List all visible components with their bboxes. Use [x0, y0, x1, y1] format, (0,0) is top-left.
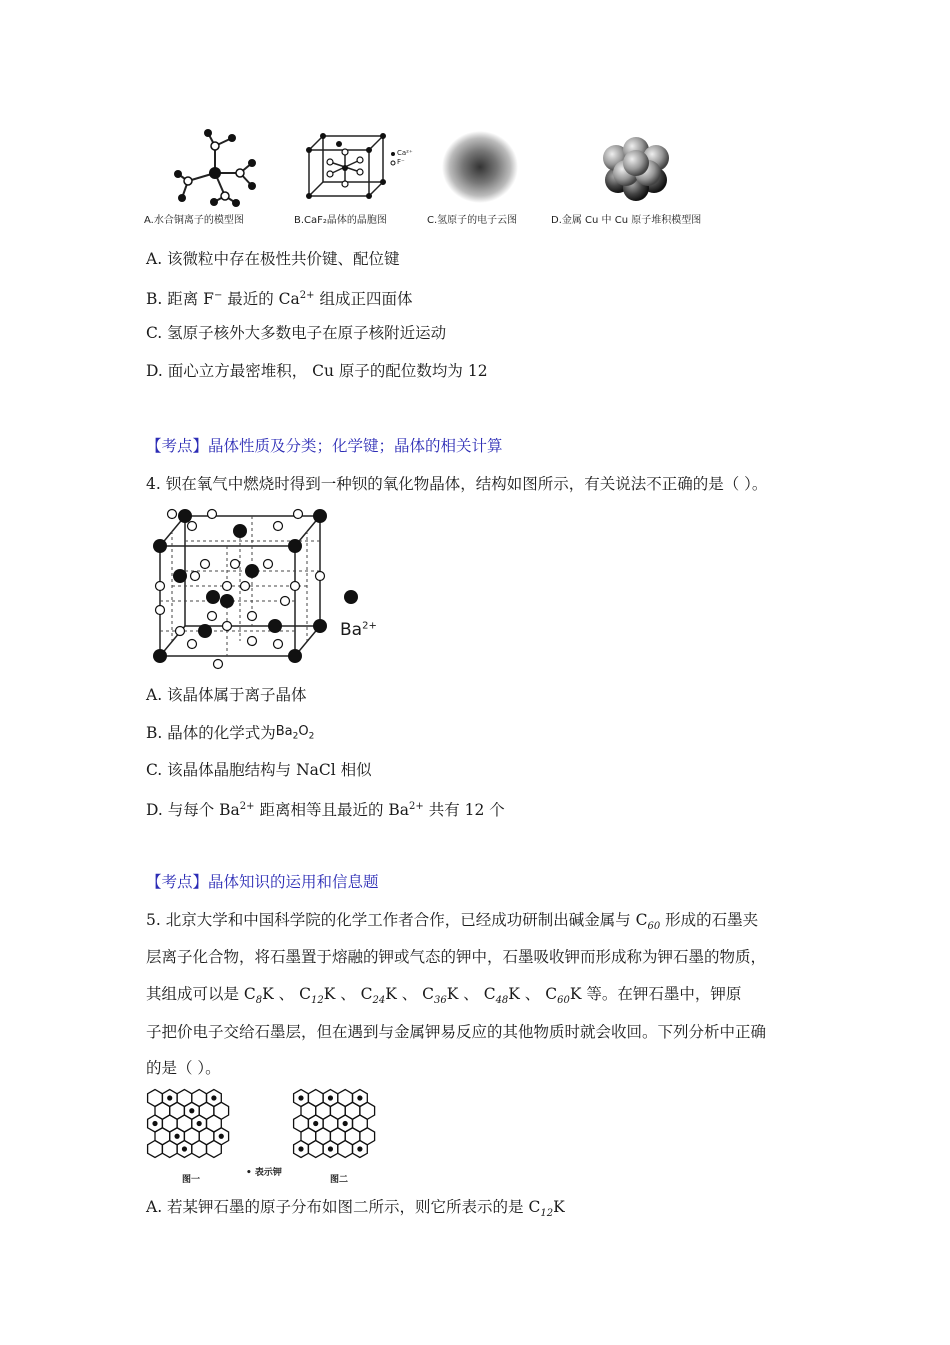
q4-b-formula	[275, 724, 315, 742]
legend-f: F⁻	[397, 158, 405, 166]
graphite-label-legend: • 表示钾	[246, 1168, 282, 1178]
q5-l3-t2: K 、 C	[323, 985, 373, 1003]
q5-l3-post: K 等。在钾石墨中，钾原	[569, 985, 742, 1003]
q5-option-a	[146, 1197, 565, 1224]
q5-line-2: 层离子化合物，将石墨置于熔融的钾或气态的钾中，石墨吸收钾而形成称为钾石墨的物质，	[146, 948, 767, 966]
q5-l3-t4: K 、 C	[446, 985, 496, 1003]
q3-option-a: A. 该微粒中存在极性共价键、配位键	[146, 250, 400, 268]
q5-l3-pre: 其组成可以是 C	[146, 985, 256, 1003]
q4-option-b	[146, 722, 314, 747]
graphite-label-1: 图一	[182, 1175, 201, 1185]
potassium-dot	[328, 1146, 333, 1151]
figure-caption-b: B.CaF₂晶体的晶胞图	[294, 215, 387, 226]
potassium-dot	[152, 1121, 157, 1126]
q4-b-f4: 2	[308, 731, 315, 742]
hydrogen-electron-cloud-figure	[440, 130, 520, 205]
q4-option-d	[146, 797, 505, 820]
q3-option-d: D. 面心立方最密堆积， Cu 原子的配位数均为 12	[146, 362, 488, 380]
graphite-label-2: 图二	[330, 1175, 349, 1185]
figure-caption-c: C.氢原子的电子云图	[427, 215, 518, 226]
q5-l3-s1: 8	[255, 995, 263, 1007]
graphite-figure-1	[146, 1088, 238, 1172]
q4-option-a: A. 该晶体属于离子晶体	[146, 686, 307, 704]
q5-l3-s6: 60	[557, 995, 570, 1007]
q5-l3-t5: K 、 C	[508, 985, 558, 1003]
q4-stem: 4. 钡在氧气中燃烧时得到一种钡的氧化物晶体，结构如图所示，有关说法不正确的是（ ）。	[146, 475, 768, 493]
q5-l3-t1: K 、 C	[262, 985, 311, 1003]
q3-option-c: C. 氢原子核外大多数电子在原子核附近运动	[146, 324, 447, 342]
legend-ca: Ca²⁺	[397, 149, 413, 157]
ba-legend-sup: 2+	[362, 620, 377, 632]
ba-legend-dot	[344, 590, 358, 604]
q3-b-sup2: 2+	[299, 290, 315, 301]
q5-line-4: 子把价电子交给石墨层，但在遇到与金属钾易反应的其他物质时就会收回。下列分析中正确	[146, 1023, 767, 1041]
potassium-dot	[182, 1146, 187, 1151]
q4-option-c: C. 该晶体晶胞结构与 NaCl 相似	[146, 761, 372, 779]
q5-l1-sub: 60	[647, 921, 661, 933]
ba-legend-label	[340, 620, 377, 640]
q5-l1-pre: 5. 北京大学和中国科学院的化学工作者合作，已经成功研制出碱金属与 C	[146, 911, 648, 929]
figure-caption-a: A.水合铜离子的模型图	[144, 215, 244, 226]
q5-l3-s3: 24	[372, 995, 386, 1007]
potassium-dot	[219, 1134, 224, 1139]
q4-b-pre: B. 晶体的化学式为	[146, 724, 276, 742]
hexagon-cell	[162, 1141, 177, 1158]
kaodian-1: 【考点】晶体性质及分类；化学键；晶体的相关计算	[146, 437, 503, 455]
q4-d-mid: 距离相等且最近的 Ba	[254, 801, 410, 820]
caf2-unit-cell-figure	[305, 132, 405, 202]
hexagon-cell	[338, 1141, 353, 1158]
q4-d-sup2: 2+	[409, 801, 424, 812]
potassium-dot	[357, 1095, 362, 1100]
q3-option-b	[146, 286, 412, 309]
q5-l3-s4: 36	[434, 995, 447, 1007]
ba-legend-base: Ba	[340, 620, 363, 640]
figure-caption-d: D.金属 Cu 中 Cu 原子堆积模型图	[551, 215, 702, 226]
q4-b-f3: O	[298, 724, 309, 739]
q4-d-pre: D. 与每个 Ba	[146, 801, 240, 820]
hexagon-cell	[148, 1141, 163, 1158]
potassium-dot	[313, 1121, 318, 1126]
potassium-dot	[298, 1095, 303, 1100]
q5-line-3	[146, 984, 741, 1011]
potassium-dot	[167, 1095, 172, 1100]
cu-hydrate-model-figure	[170, 128, 260, 208]
q5-l1-post: 形成的石墨夹	[660, 911, 759, 929]
potassium-dot	[343, 1121, 348, 1126]
hexagon-cell	[207, 1141, 222, 1158]
q5-line-5: 的是（ ）。	[146, 1059, 221, 1077]
hexagon-cell	[192, 1141, 207, 1158]
q5-a-post: K	[553, 1198, 565, 1216]
q5-l3-s5: 48	[495, 995, 509, 1007]
q4-d-sup1: 2+	[239, 801, 255, 812]
q4-b-f1: Ba	[275, 724, 293, 739]
q4-d-post: 共有 12 个	[423, 801, 505, 820]
potassium-dot	[298, 1146, 303, 1151]
graphite-figure-2	[292, 1088, 384, 1172]
q4-b-f2: 2	[292, 731, 299, 742]
q3-b-post: 组成正四面体	[314, 290, 413, 309]
potassium-dot	[197, 1121, 202, 1126]
q5-l3-s2: 12	[310, 995, 324, 1007]
potassium-dot	[357, 1146, 362, 1151]
potassium-dot	[189, 1108, 194, 1113]
q5-a-pre: A. 若某钾石墨的原子分布如图二所示，则它所表示的是 C	[146, 1198, 541, 1216]
q5-l3-t3: K 、 C	[385, 985, 435, 1003]
q3-b-sup1: −	[213, 290, 223, 301]
potassium-dot	[211, 1095, 216, 1100]
cu-close-packing-figure	[596, 128, 676, 203]
q5-a-sub: 12	[540, 1208, 554, 1220]
ba-oxide-crystal-figure	[150, 504, 330, 672]
q3-b-pre: B. 距离 F	[146, 290, 214, 309]
q3-b-mid: 最近的 Ca	[222, 290, 300, 309]
potassium-dot	[328, 1095, 333, 1100]
q5-line-1	[146, 910, 758, 937]
potassium-dot	[174, 1134, 179, 1139]
kaodian-2: 【考点】晶体知识的运用和信息题	[146, 873, 379, 891]
hexagon-cell	[308, 1141, 323, 1158]
